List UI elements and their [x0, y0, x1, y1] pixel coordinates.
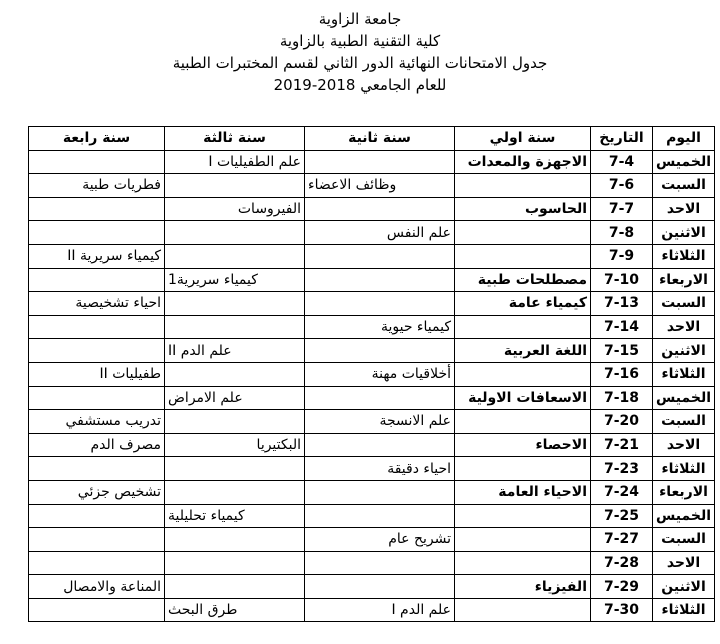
cell-y3 [165, 457, 305, 481]
cell-y3: كيمياء سريرية1 [165, 268, 305, 292]
cell-y3: علم الطفيليات I [165, 150, 305, 174]
cell-y3 [165, 528, 305, 552]
cell-y4: احياء تشخيصية [29, 292, 165, 316]
cell-y4 [29, 339, 165, 363]
cell-y1: الاحصاء [455, 433, 591, 457]
header-year4: سنة رابعة [29, 127, 165, 151]
cell-y3 [165, 174, 305, 198]
cell-day: الخميس [653, 386, 715, 410]
cell-y3 [165, 410, 305, 434]
table-row [29, 244, 715, 268]
cell-y2 [305, 575, 455, 599]
cell-date: 7-24 [591, 480, 653, 504]
cell-y4 [29, 457, 165, 481]
cell-y1: الحاسوب [455, 197, 591, 221]
cell-y4: كيمياء سريرية II [29, 244, 165, 268]
cell-day: السبت [653, 528, 715, 552]
cell-y4 [29, 386, 165, 410]
cell-y3: طرق البحث [165, 598, 305, 622]
cell-y1: الاجهزة والمعدات [455, 150, 591, 174]
cell-y3: علم الدم II [165, 339, 305, 363]
document-header [0, 8, 720, 96]
cell-y2: وظائف الاعضاء [305, 174, 455, 198]
cell-y1 [455, 457, 591, 481]
cell-y2 [305, 339, 455, 363]
cell-y4: مصرف الدم [29, 433, 165, 457]
cell-y1 [455, 174, 591, 198]
cell-y1 [455, 528, 591, 552]
cell-y4 [29, 551, 165, 575]
cell-day: الثلاثاء [653, 457, 715, 481]
table-row [29, 339, 715, 363]
cell-date: 7-15 [591, 339, 653, 363]
cell-date: 7-16 [591, 362, 653, 386]
cell-day: الخميس [653, 504, 715, 528]
university-name: جامعة الزاوية [318, 10, 402, 28]
college-name: كلية التقنية الطبية بالزاوية [279, 32, 441, 50]
cell-y1 [455, 315, 591, 339]
cell-day: الثلاثاء [653, 244, 715, 268]
cell-y4: تدريب مستشفي [29, 410, 165, 434]
table-row [29, 551, 715, 575]
cell-day: السبت [653, 410, 715, 434]
cell-date: 7-29 [591, 575, 653, 599]
cell-y1 [455, 221, 591, 245]
cell-date: 7-21 [591, 433, 653, 457]
cell-day: الاحد [653, 315, 715, 339]
table-row [29, 504, 715, 528]
table-row [29, 457, 715, 481]
cell-date: 7-13 [591, 292, 653, 316]
cell-date: 7-27 [591, 528, 653, 552]
cell-y3 [165, 362, 305, 386]
cell-date: 7-18 [591, 386, 653, 410]
table-row [29, 197, 715, 221]
cell-y3: الفيروسات [165, 197, 305, 221]
header-year1: سنة اولي [455, 127, 591, 151]
cell-y2 [305, 433, 455, 457]
table-row [29, 315, 715, 339]
cell-y4: المناعة والامصال [29, 575, 165, 599]
cell-y2: كيمياء حيوية [305, 315, 455, 339]
cell-y4 [29, 504, 165, 528]
cell-day: الاحد [653, 551, 715, 575]
cell-y2 [305, 244, 455, 268]
header-year2: سنة ثانية [305, 127, 455, 151]
cell-y1 [455, 598, 591, 622]
cell-y3 [165, 292, 305, 316]
cell-y1: كيمياء عامة [455, 292, 591, 316]
table-row [29, 480, 715, 504]
cell-y2 [305, 292, 455, 316]
cell-day: الثلاثاء [653, 362, 715, 386]
cell-y3 [165, 315, 305, 339]
cell-day: الاحد [653, 197, 715, 221]
table-row [29, 150, 715, 174]
header-year3: سنة ثالثة [165, 127, 305, 151]
cell-y2: علم الانسجة [305, 410, 455, 434]
cell-y1 [455, 244, 591, 268]
cell-day: الخميس [653, 150, 715, 174]
cell-date: 7-14 [591, 315, 653, 339]
academic-year: للعام الجامعي 2018-2019 [273, 76, 447, 94]
cell-y3 [165, 221, 305, 245]
cell-date: 7-25 [591, 504, 653, 528]
table-header-row [29, 127, 715, 151]
cell-y2: أخلاقيات مهنة [305, 362, 455, 386]
cell-date: 7-10 [591, 268, 653, 292]
cell-y3 [165, 244, 305, 268]
cell-y3 [165, 575, 305, 599]
cell-date: 7-20 [591, 410, 653, 434]
cell-y3 [165, 480, 305, 504]
cell-date: 7-6 [591, 174, 653, 198]
cell-day: الاحد [653, 433, 715, 457]
cell-y2 [305, 386, 455, 410]
cell-day: الاثنين [653, 221, 715, 245]
cell-day: الثلاثاء [653, 598, 715, 622]
cell-y4 [29, 528, 165, 552]
table-row [29, 174, 715, 198]
cell-y1 [455, 504, 591, 528]
table-row [29, 575, 715, 599]
cell-y1 [455, 362, 591, 386]
table-row [29, 268, 715, 292]
header-day: اليوم [653, 127, 715, 151]
cell-y2 [305, 150, 455, 174]
table-row [29, 410, 715, 434]
cell-y2: تشريح عام [305, 528, 455, 552]
schedule-title: جدول الامتحانات النهائية الدور الثاني لقسم المختبرات الطبية [172, 54, 548, 72]
exam-schedule-table [28, 126, 715, 622]
table-body [29, 150, 715, 622]
cell-y3: علم الامراض [165, 386, 305, 410]
table-row [29, 292, 715, 316]
cell-date: 7-8 [591, 221, 653, 245]
cell-day: السبت [653, 292, 715, 316]
cell-y4 [29, 598, 165, 622]
table-row [29, 598, 715, 622]
cell-y2 [305, 268, 455, 292]
cell-day: الاثنين [653, 575, 715, 599]
cell-y4: طفيليات II [29, 362, 165, 386]
cell-y1: الاحياء العامة [455, 480, 591, 504]
table-row [29, 528, 715, 552]
cell-date: 7-4 [591, 150, 653, 174]
cell-y2: احياء دقيقة [305, 457, 455, 481]
header-date: التاريخ [591, 127, 653, 151]
cell-date: 7-9 [591, 244, 653, 268]
cell-y1: اللغة العربية [455, 339, 591, 363]
table-row [29, 386, 715, 410]
cell-y2 [305, 504, 455, 528]
cell-y1: مصطلحات طبية [455, 268, 591, 292]
cell-y4 [29, 221, 165, 245]
cell-y4 [29, 197, 165, 221]
cell-y4 [29, 268, 165, 292]
cell-date: 7-30 [591, 598, 653, 622]
cell-day: الاربعاء [653, 480, 715, 504]
cell-y1: الفيزياء [455, 575, 591, 599]
cell-date: 7-23 [591, 457, 653, 481]
cell-y2 [305, 480, 455, 504]
cell-y4 [29, 150, 165, 174]
cell-y2: علم النفس [305, 221, 455, 245]
cell-y3: البكتيريا [165, 433, 305, 457]
cell-y2: علم الدم I [305, 598, 455, 622]
cell-date: 7-7 [591, 197, 653, 221]
table-row [29, 362, 715, 386]
cell-day: الاثنين [653, 339, 715, 363]
cell-y1: الاسعافات الاولية [455, 386, 591, 410]
cell-y1 [455, 551, 591, 575]
cell-y4: فطريات طبية [29, 174, 165, 198]
table-row [29, 433, 715, 457]
cell-y1 [455, 410, 591, 434]
cell-y4: تشخيص جزئي [29, 480, 165, 504]
table-row [29, 221, 715, 245]
cell-y2 [305, 551, 455, 575]
cell-y2 [305, 197, 455, 221]
cell-day: الاربعاء [653, 268, 715, 292]
cell-date: 7-28 [591, 551, 653, 575]
cell-y3 [165, 551, 305, 575]
cell-y4 [29, 315, 165, 339]
cell-day: السبت [653, 174, 715, 198]
cell-y3: كيمياء تحليلية [165, 504, 305, 528]
